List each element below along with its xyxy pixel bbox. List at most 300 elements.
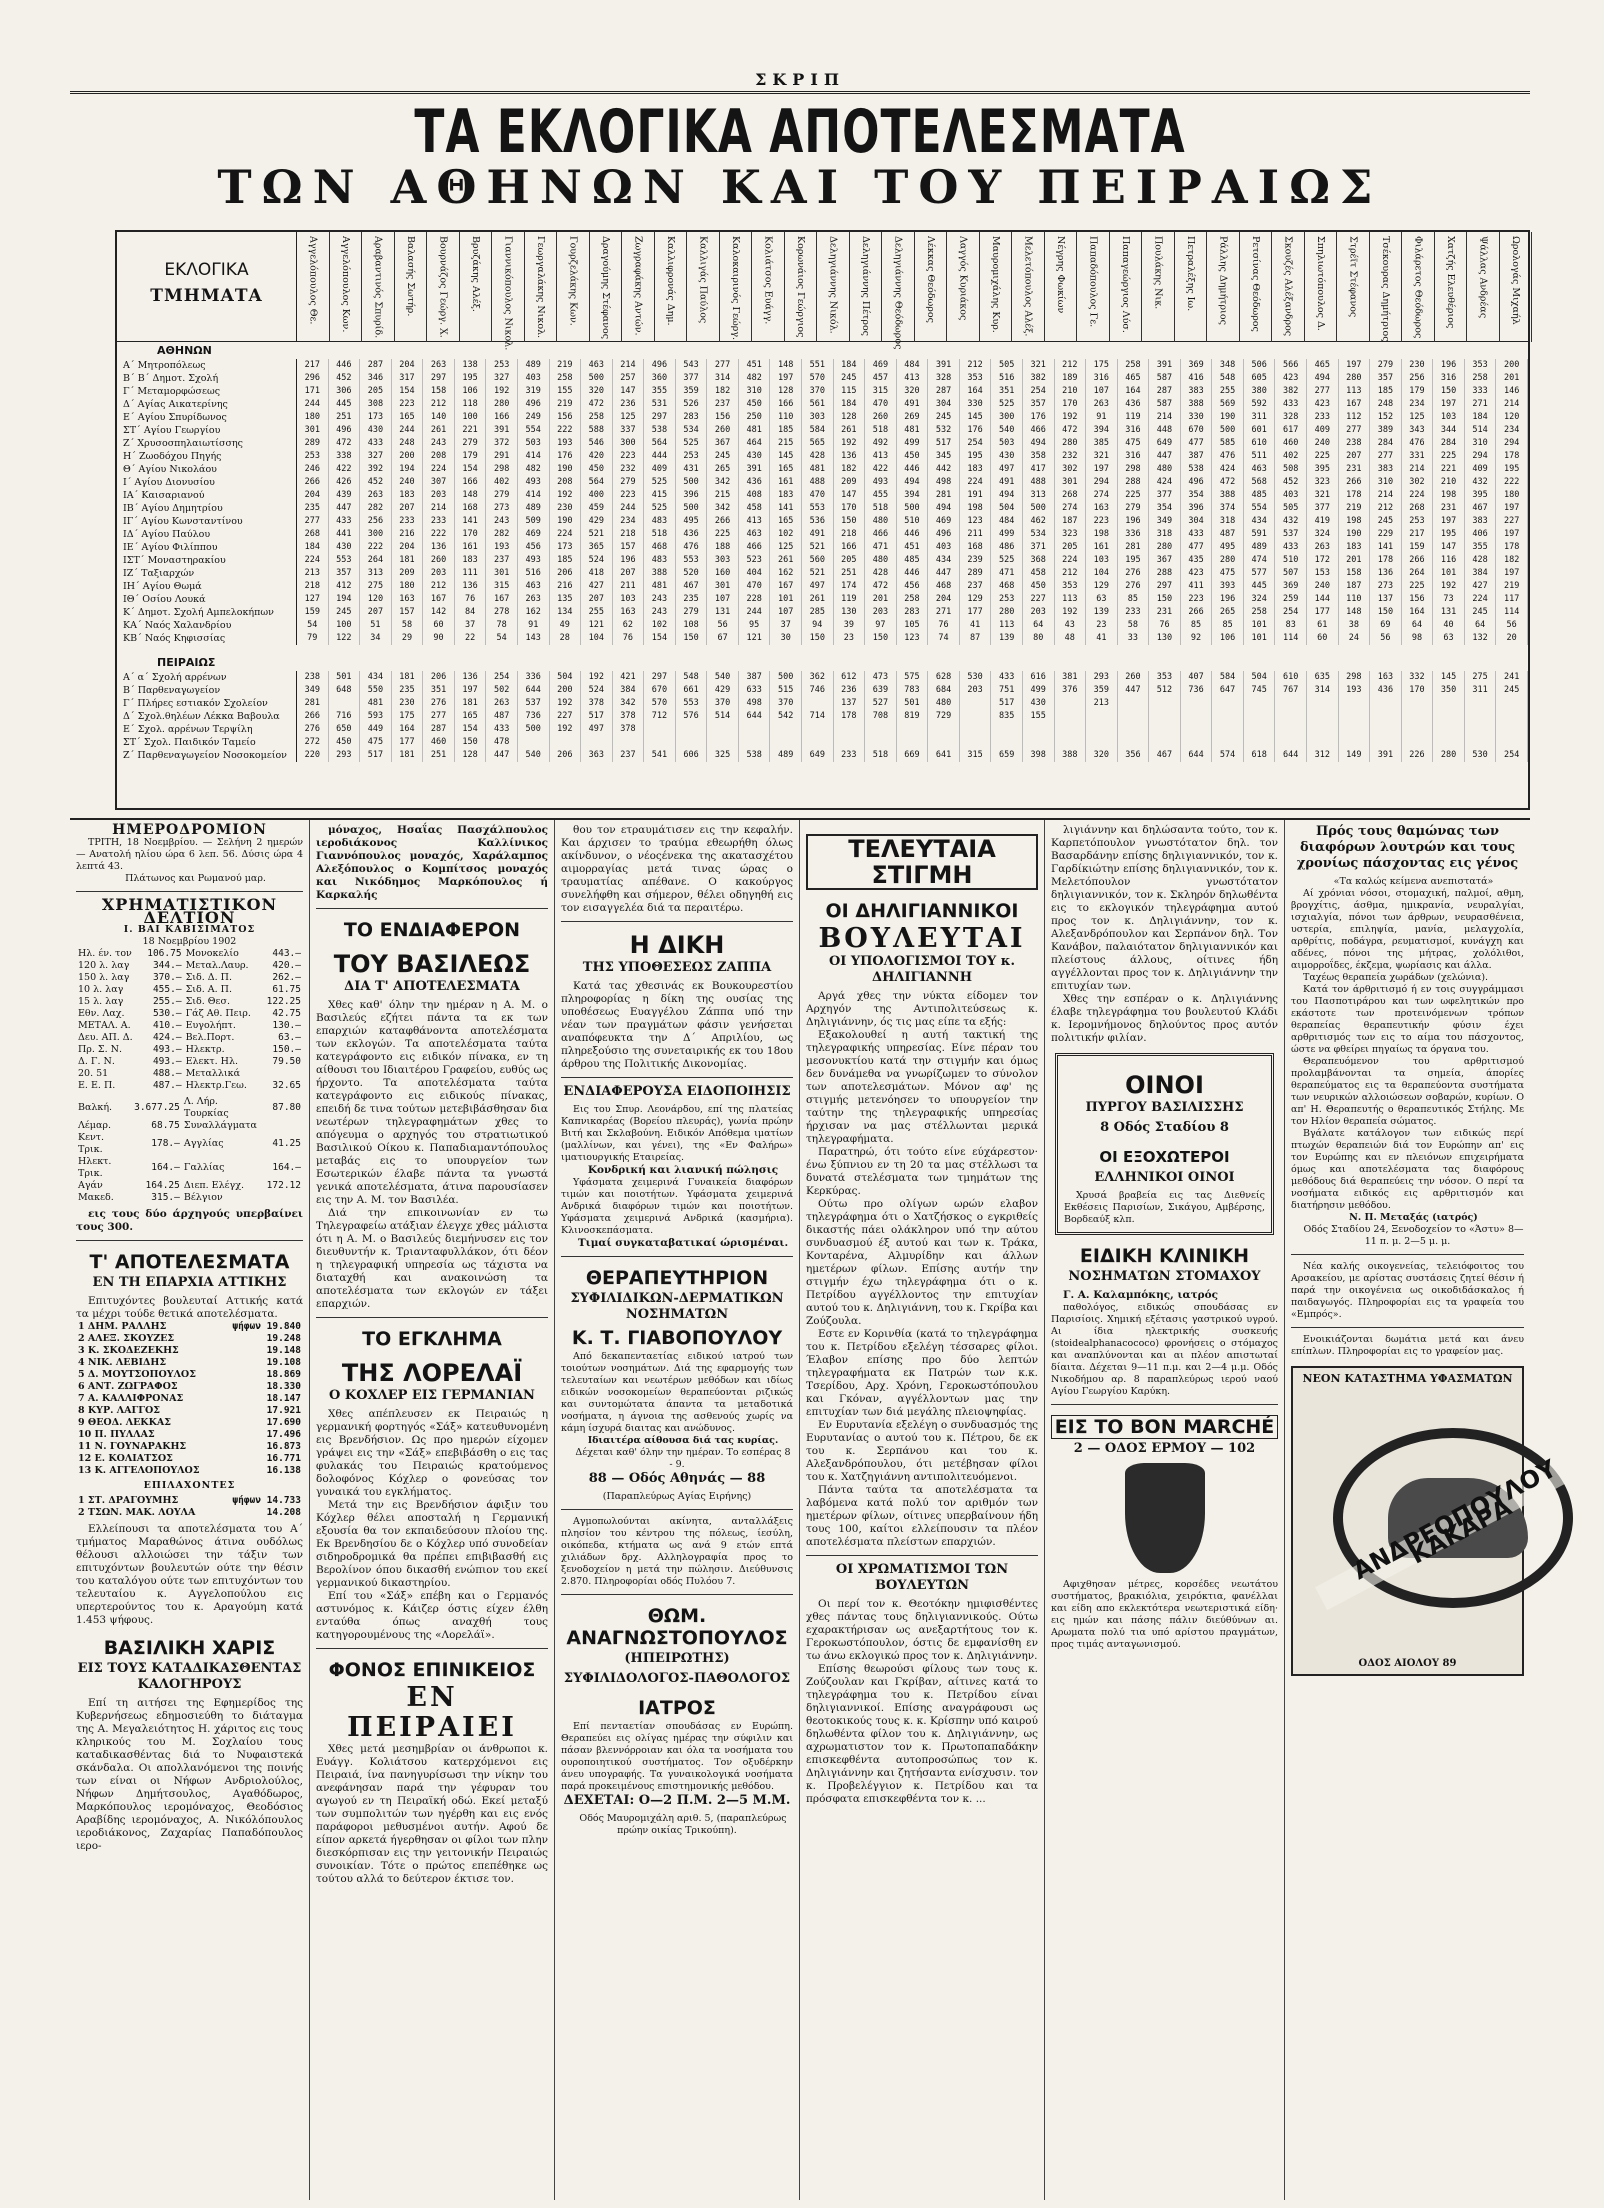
vote-count: 102 — [770, 528, 802, 541]
clinic-address: 88 — Οδός Αθηνάς — 88 — [588, 1471, 766, 1486]
table-row — [76, 1120, 303, 1132]
vote-count: 43 — [1055, 619, 1087, 632]
candidate-name: Ρετσίνας Θεόδωρος — [1249, 236, 1261, 332]
corset-illustration — [1125, 1463, 1205, 1573]
vote-count: 494 — [991, 489, 1023, 502]
vote-count: 223 — [613, 489, 645, 502]
vote-count: 525 — [644, 476, 676, 489]
vote-count: 180 — [297, 411, 329, 424]
vote-count: 214 — [1149, 411, 1181, 424]
vote-count: 524 — [581, 684, 613, 697]
chromat-title: ΟΙ ΧΡΩΜΑΤΙΣΜΟΙ ΤΩΝ ΒΟΥΛΕΥΤΩΝ — [835, 1562, 1009, 1593]
vote-count — [1149, 710, 1181, 723]
district-name: Γ΄ Μεταμορφώσεως — [117, 385, 297, 398]
vote-count: 255 — [581, 606, 613, 619]
vote-count: 37 — [770, 619, 802, 632]
vote-count — [802, 736, 834, 749]
baths-text4: Θεραπευόμενον του αρθριτισμού προλαμβάνονται τα σημεία, άπορίες θεραπεύματος εις τα θεραπεύοντα συστήματα των νευρικών αλλοιώσεων σοβαρών, κυρίων. Ο απ' Η. Θεραπευτής ο θεραπευτικός Στήλης. Με τον Ηλίον θεραπεία σώματος. — [1291, 1056, 1524, 1127]
table-row — [117, 697, 1528, 710]
vote-count: 206 — [550, 749, 582, 762]
vote-count: 192 — [550, 697, 582, 710]
vote-count: 139 — [1086, 606, 1118, 619]
vote-count: 369 — [1275, 580, 1307, 593]
vote-count — [1055, 723, 1087, 736]
vote-count: 170 — [455, 528, 487, 541]
vote-count: 512 — [1149, 684, 1181, 697]
wine-title: ΟΙΝΟΙ — [1125, 1071, 1204, 1099]
vote-count: 447 — [486, 749, 518, 762]
vote-count: 206 — [423, 671, 455, 684]
table-cell: Εθν. Λαχ. — [78, 1008, 125, 1019]
vote-count: 92 — [1181, 632, 1213, 645]
vote-count: 447 — [1118, 684, 1150, 697]
vote-count: 783 — [897, 684, 929, 697]
vote-count: 819 — [897, 710, 929, 723]
vote-count: 139 — [991, 632, 1023, 645]
ad-top: ΝΕΟΝ ΚΑΤΑΣΤΗΜΑ ΥΦΑΣΜΑΤΩΝ — [1302, 1372, 1513, 1385]
table-cell: 19.108 — [266, 1357, 301, 1368]
table-row — [117, 372, 1528, 385]
vote-count: 593 — [360, 710, 392, 723]
vote-count: 177 — [392, 736, 424, 749]
vote-count: 227 — [1496, 515, 1528, 528]
vote-count: 268 — [297, 528, 329, 541]
vote-count: 275 — [360, 580, 392, 593]
vote-count: 258 — [581, 411, 613, 424]
vote-count — [1275, 736, 1307, 749]
vote-count — [834, 736, 866, 749]
vote-count: 243 — [644, 593, 676, 606]
vote-count: 344 — [1433, 424, 1465, 437]
district-name: Α΄ α΄ Σχολή αρρένων — [117, 671, 297, 684]
vote-count: 166 — [455, 476, 487, 489]
vote-count: 530 — [1465, 749, 1497, 762]
vote-count — [802, 697, 834, 710]
vote-count: 274 — [1086, 489, 1118, 502]
trial-sub: ΤΗΣ ΥΠΟΘΕΣΕΩΣ ΖΑΠΠΑ — [582, 960, 772, 975]
vote-count: 217 — [1402, 528, 1434, 541]
clinic-name: Κ. Τ. ΓΙΑΒΟΠΟΥΛΟΥ — [571, 1327, 783, 1349]
vote-count: 196 — [1118, 515, 1150, 528]
vote-count: 659 — [991, 749, 1023, 762]
vote-count: 205 — [1055, 541, 1087, 554]
vote-count: 321 — [1086, 450, 1118, 463]
vote-count: 303 — [802, 411, 834, 424]
vote-count: 233 — [392, 515, 424, 528]
vote-count: 158 — [423, 385, 455, 398]
table-cell: Ελεκτ. Ηλ. — [185, 1056, 238, 1067]
table-cell: 13 Κ. ΑΓΓΕΛΟΠΟΥΛΟΣ — [78, 1465, 200, 1476]
vote-count: 226 — [1402, 749, 1434, 762]
vote-count: 258 — [1118, 359, 1150, 372]
vote-count: 227 — [1023, 593, 1055, 606]
vote-count: 260 — [865, 411, 897, 424]
vote-count: 538 — [1181, 463, 1213, 476]
vote-count: 456 — [518, 541, 550, 554]
vote-count: 123 — [960, 515, 992, 528]
vote-count: 288 — [1118, 476, 1150, 489]
vote-count: 135 — [550, 593, 582, 606]
vote-count: 448 — [1149, 424, 1181, 437]
sales-title: ΕΝΔΙΑΦΕΡΟΥΣΑ ΕΙΔΟΠΟΙΗΣΙΣ — [563, 1084, 791, 1099]
vote-count: 426 — [329, 476, 361, 489]
vote-count — [1433, 723, 1465, 736]
vote-count: 338 — [329, 450, 361, 463]
vote-count: 147 — [613, 385, 645, 398]
candidate-header — [915, 232, 948, 342]
vote-count: 136 — [423, 541, 455, 554]
vote-count: 436 — [1118, 398, 1150, 411]
vote-count: 323 — [1055, 528, 1087, 541]
candidate-name: Νέγρης Φωκίων — [1054, 236, 1066, 314]
vote-count: 378 — [613, 710, 645, 723]
vote-count: 359 — [1086, 684, 1118, 697]
vote-count: 566 — [1275, 359, 1307, 372]
candidate-name: Λέκκας Θεόδωρος — [924, 236, 936, 323]
candidate-name: Βουρνάζος Γεώργ. Χ. — [437, 236, 449, 338]
vote-count: 155 — [550, 385, 582, 398]
fabric-store-ad — [1291, 1366, 1561, 1676]
vote-count: 231 — [1339, 463, 1371, 476]
vote-count: 287 — [423, 723, 455, 736]
table-cell: ΜΕΤΑΛ. Α. — [78, 1020, 131, 1031]
vote-count: 500 — [518, 723, 550, 736]
vote-count: 476 — [1212, 450, 1244, 463]
col2-cont: μόναχος, Ησαΐας Πασχάλπουλος ιεροδιάκονος Καλλίνικος Γιαννόπουλος μοναχός, Χαράλαμπος Αλεξόπουλος ο Κομπίτσος μοναχός και Νικόδημος Μαρκόπουλος ή Καρκαλής — [316, 824, 548, 901]
column-3 — [555, 820, 800, 2200]
vote-count: 122 — [329, 632, 361, 645]
candidate-header — [1272, 232, 1305, 342]
table-cell: 14.208 — [266, 1507, 301, 1518]
vote-count: 240 — [1307, 580, 1339, 593]
vote-count: 447 — [928, 567, 960, 580]
table-row — [117, 684, 1528, 697]
vote-count: 103 — [1086, 554, 1118, 567]
vote-count: 100 — [455, 411, 487, 424]
vote-count: 230 — [550, 502, 582, 515]
vote-count: 187 — [1339, 580, 1371, 593]
vote-count: 165 — [770, 463, 802, 476]
vote-count — [1465, 710, 1497, 723]
vote-count: 368 — [1023, 554, 1055, 567]
vote-count: 161 — [1086, 541, 1118, 554]
baths-quote: «Τα καλώς κείμενα ανεπιστατά» — [1333, 876, 1494, 887]
vote-count: 553 — [329, 554, 361, 567]
table-cell: 164.— — [272, 1162, 301, 1173]
candidate-name: Γιαννικόπουλος Νικολ. — [502, 236, 514, 351]
vote-count: 197 — [770, 372, 802, 385]
vote-count: 212 — [1370, 502, 1402, 515]
district-name: ΙΖ΄ Ταξιαρχών — [117, 567, 297, 580]
vote-count: 64 — [1402, 619, 1434, 632]
vote-count: 415 — [644, 489, 676, 502]
vote-count: 232 — [1055, 450, 1087, 463]
vote-count: 192 — [1055, 606, 1087, 619]
vote-count: 225 — [1118, 489, 1150, 502]
vote-count — [960, 723, 992, 736]
candidate-header — [720, 232, 753, 342]
vote-count: 419 — [1307, 515, 1339, 528]
table-cell: ψήφων 14.733 — [232, 1495, 301, 1506]
vote-count: 239 — [960, 554, 992, 567]
table-cell: 420.— — [272, 960, 301, 971]
candidate-name: Λαγγός Κυριάκος — [957, 236, 969, 321]
vote-count: 279 — [486, 489, 518, 502]
vote-count: 746 — [802, 684, 834, 697]
table-cell: 61.75 — [272, 984, 301, 995]
vote-count — [1339, 736, 1371, 749]
wine-sub3: ΕΛΛΗΝΙΚΟΙ ΟΙΝΟΙ — [1094, 1170, 1235, 1185]
vote-count: 353 — [1465, 359, 1497, 372]
vote-count: 430 — [360, 424, 392, 437]
vote-count: 23 — [1086, 619, 1118, 632]
vote-count: 465 — [1307, 359, 1339, 372]
piraeus-title: ΦΟΝΟΣ ΕΠΙΝΙΚΕΙΟΣ — [328, 1659, 536, 1681]
headline-sub: ΤΩΝ ΑΘΗΝΩΝ ΚΑΙ ΤΟΥ ΠΕΙΡΑΙΩΣ — [217, 160, 1383, 214]
vote-count: 345 — [928, 450, 960, 463]
vote-count: 214 — [1402, 463, 1434, 476]
vote-count: 388 — [1212, 489, 1244, 502]
vote-count: 501 — [897, 697, 929, 710]
vote-count: 162 — [518, 606, 550, 619]
vote-count: 192 — [1433, 580, 1465, 593]
vote-count: 480 — [928, 697, 960, 710]
vote-count: 612 — [834, 671, 866, 684]
doctor-sub3: ΙΑΤΡΟΣ — [638, 1697, 716, 1719]
vote-count: 280 — [1212, 554, 1244, 567]
vote-count: 670 — [1181, 424, 1213, 437]
vote-count: 22 — [455, 632, 487, 645]
vote-count: 482 — [518, 463, 550, 476]
vote-count: 63 — [1086, 593, 1118, 606]
district-name: ΙΣΤ΄ Μοναστηρακίου — [117, 554, 297, 567]
vote-count: 67 — [707, 632, 739, 645]
vote-count: 245 — [1465, 606, 1497, 619]
vote-count: 236 — [613, 398, 645, 411]
vote-count — [581, 736, 613, 749]
table-cell: 130.— — [272, 1020, 301, 1031]
vote-count: 58 — [392, 619, 424, 632]
vote-count: 197 — [1339, 359, 1371, 372]
table-cell: 7 Α. ΚΑΛΛΙΦΡΟΝΑΣ — [78, 1393, 184, 1404]
table-cell: 164.— — [151, 1162, 180, 1173]
vote-count: 218 — [613, 528, 645, 541]
vote-count — [1433, 736, 1465, 749]
candidate-name: Βρυζάκης Αλέξ. — [469, 236, 481, 312]
vote-count: 507 — [1275, 567, 1307, 580]
vote-count — [1181, 710, 1213, 723]
vote-count: 618 — [1244, 749, 1276, 762]
table-row — [117, 541, 1528, 554]
vote-count: 433 — [1275, 541, 1307, 554]
vote-count: 553 — [802, 502, 834, 515]
vote-count: 376 — [1055, 684, 1087, 697]
vote-count: 503 — [991, 437, 1023, 450]
candidate-name: Καλλιγάς Παύλος — [697, 236, 709, 324]
vote-count: 387 — [1181, 450, 1213, 463]
vote-count: 207 — [392, 502, 424, 515]
vote-count: 107 — [707, 593, 739, 606]
vote-count: 101 — [770, 593, 802, 606]
vote-count: 418 — [581, 567, 613, 580]
vote-count: 272 — [297, 736, 329, 749]
wine-sub: ΠΥΡΓΟΥ ΒΑΣΙΛΙΣΣΗΣ — [1085, 1100, 1244, 1115]
vote-count: 537 — [1275, 528, 1307, 541]
vote-count: 287 — [928, 385, 960, 398]
table-cell: 10 Π. ΠΥΛΛΑΣ — [78, 1429, 155, 1440]
vote-count: 214 — [613, 359, 645, 372]
vote-count: 184 — [834, 398, 866, 411]
vote-count: 261 — [423, 424, 455, 437]
vote-count: 433 — [329, 515, 361, 528]
table-cell: Μεταλλικά — [185, 1068, 241, 1079]
vote-count: 316 — [1118, 424, 1150, 437]
vote-count: 150 — [802, 632, 834, 645]
table-row — [76, 1507, 303, 1519]
vote-count: 56 — [1496, 619, 1528, 632]
table-row — [76, 984, 303, 996]
vote-count: 170 — [1402, 684, 1434, 697]
table-cell: Βέλγιον — [183, 1192, 223, 1203]
vote-count: 177 — [1307, 606, 1339, 619]
vote-count: 318 — [1149, 528, 1181, 541]
vote-count: 198 — [1433, 489, 1465, 502]
vote-count: 129 — [1086, 580, 1118, 593]
vote-count: 110 — [770, 411, 802, 424]
vote-count: 388 — [1181, 398, 1213, 411]
attiki-title: Τ' ΑΠΟΤΕΛΕΣΜΑΤΑ — [89, 1251, 290, 1273]
corner-label-a: ΕΚΛΟΓΙΚΑ — [164, 260, 249, 280]
vote-count: 400 — [581, 489, 613, 502]
special-sub: ΝΟΣΗΜΑΤΩΝ ΣΤΟΜΑΧΟΥ — [1068, 1269, 1261, 1284]
vote-count: 450 — [739, 398, 771, 411]
vote-count: 277 — [1307, 385, 1339, 398]
vote-count: 500 — [770, 671, 802, 684]
vote-count: 178 — [1370, 554, 1402, 567]
vote-count: 145 — [960, 411, 992, 424]
vote-count: 481 — [897, 424, 929, 437]
vote-count: 61 — [1307, 619, 1339, 632]
vote-count: 51 — [360, 619, 392, 632]
vote-count: 233 — [1118, 606, 1150, 619]
table-cell: Γάζ Αθ. Πειρ. — [185, 1008, 251, 1019]
vote-count: 413 — [739, 515, 771, 528]
table-cell: 3 Κ. ΣΚΟΔΕΖΕΚΗΣ — [78, 1345, 179, 1356]
vote-count: 464 — [739, 437, 771, 450]
vote-count: 282 — [486, 528, 518, 541]
vote-count: 224 — [960, 476, 992, 489]
clinic-title: ΘΕΡΑΠΕΥΤΗΡΙΟΝ — [585, 1267, 769, 1289]
vote-count: 300 — [613, 437, 645, 450]
vote-count: 284 — [1433, 437, 1465, 450]
vote-count: 283 — [676, 411, 708, 424]
table-row — [76, 1008, 303, 1020]
vote-count — [1118, 710, 1150, 723]
table-cell: 17.921 — [266, 1405, 301, 1416]
vote-count: 266 — [1181, 606, 1213, 619]
clinic-text3: Δέχεται καθ' όλην την ημέραν. Το εσπέρας 8 - 9. — [575, 1447, 791, 1470]
vote-count: 494 — [897, 476, 929, 489]
vote-count — [1307, 736, 1339, 749]
vote-count — [928, 723, 960, 736]
vote-count — [613, 736, 645, 749]
vote-count: 480 — [1149, 463, 1181, 476]
market-sub: Ι. ΒΑΙ ΚΑΒΙΣΙΜΑΤΟΣ — [123, 924, 256, 935]
vote-count: 263 — [423, 359, 455, 372]
table-row — [76, 1441, 303, 1453]
wine-sub2: ΟΙ ΕΞΟΧΩΤΕΡΟΙ — [1099, 1148, 1230, 1166]
king-sub: ΔΙΑ Τ' ΑΠΟΤΕΛΕΣΜΑΤΑ — [344, 979, 520, 994]
vote-count: 360 — [644, 372, 676, 385]
vote-count: 141 — [770, 502, 802, 515]
vote-count: 767 — [1275, 684, 1307, 697]
vote-count: 282 — [360, 502, 392, 515]
vote-count: 212 — [960, 359, 992, 372]
vote-count: 118 — [455, 398, 487, 411]
vote-count: 289 — [960, 567, 992, 580]
vote-count: 271 — [1465, 398, 1497, 411]
vote-count: 29 — [392, 632, 424, 645]
doctor-sub: (ΗΠΕΙΡΩΤΗΣ) — [624, 1651, 730, 1666]
table-cell — [265, 1192, 303, 1204]
vote-count: 526 — [676, 398, 708, 411]
table-cell: Σιδ. Α. Π. — [185, 984, 232, 995]
vote-count: 298 — [1339, 671, 1371, 684]
sales-text3: Υφάσματα χειμερινά Γυναικεία διαφόρων τιμών και ποιοτήτων. Υφάσματα χειμερινά Ανδρικά διαφόρων τιμών και ποιοτήτων. Υφάσματα χειμερινά Ανδρικά (κασμήρια). Κλινοσκεπάσματα. — [561, 1177, 793, 1236]
vote-count: 455 — [865, 489, 897, 502]
baths-text3: Κατά τον άρθριτισμό ή εν τοις συγγράμμασι του Πασποτιράρου και των ωφελητικών προ εκάστοτε των προτεινόμενων τρόπων θεραπείας θεραπευτικήν φύσιν έχει αρθριτισμός των εις το αίμα του πάσχοντος, ώστε να φθείρει πηγαίως τα όργανα του. — [1291, 984, 1524, 1055]
vote-count: 349 — [297, 684, 329, 697]
vote-count: 203 — [423, 489, 455, 502]
clinic-text: Από δεκαπενταετίας ειδικού ιατρού των τοιούτων νοσημάτων. Διά της εφαρμογής των τελευταίων και νεωτέρων μεθόδων και ιδίως ειδικών νοσοκομείων θεραπεύονται ριζικώς και συντομώτατα άπαντα τα μεταδοτικά νοσήματα, η άγνοια της ασθενούς χωρίς να κάμη ίσχυρά διαιτας και ανώδυνος. — [561, 1351, 793, 1434]
table-row — [76, 1192, 303, 1204]
vote-count: 446 — [897, 463, 929, 476]
vote-count — [1244, 736, 1276, 749]
vote-count: 370 — [770, 697, 802, 710]
vote-count: 211 — [613, 580, 645, 593]
vote-count: 500 — [676, 502, 708, 515]
table-cell: 19.248 — [266, 1333, 301, 1344]
vote-count: 476 — [676, 541, 708, 554]
table-row — [117, 567, 1528, 580]
vote-count: 60 — [1307, 632, 1339, 645]
district-name: ΙΒ΄ Αγίου Δημητρίου — [117, 502, 297, 515]
vote-count: 300 — [360, 528, 392, 541]
vote-count: 279 — [1118, 502, 1150, 515]
vote-count: 164 — [1402, 606, 1434, 619]
vote-count: 446 — [897, 567, 929, 580]
vote-count: 491 — [897, 398, 929, 411]
vote-count: 378 — [613, 723, 645, 736]
table-cell: 63.— — [278, 1032, 301, 1043]
vote-count: 97 — [865, 619, 897, 632]
wine-addr: 8 Οδός Σταδίου 8 — [1100, 1120, 1229, 1135]
vote-count: 402 — [1275, 450, 1307, 463]
vote-count: 500 — [676, 476, 708, 489]
vote-count: 516 — [518, 567, 550, 580]
vote-count: 445 — [329, 398, 361, 411]
vote-count: 245 — [329, 606, 361, 619]
vote-count: 442 — [928, 463, 960, 476]
vote-count: 263 — [518, 593, 550, 606]
table-row — [117, 528, 1528, 541]
vote-count: 268 — [1402, 502, 1434, 515]
vote-count: 564 — [581, 476, 613, 489]
vote-count: 457 — [865, 372, 897, 385]
vote-count: 121 — [739, 632, 771, 645]
vote-count: 485 — [1244, 489, 1276, 502]
vote-count: 73 — [1433, 593, 1465, 606]
